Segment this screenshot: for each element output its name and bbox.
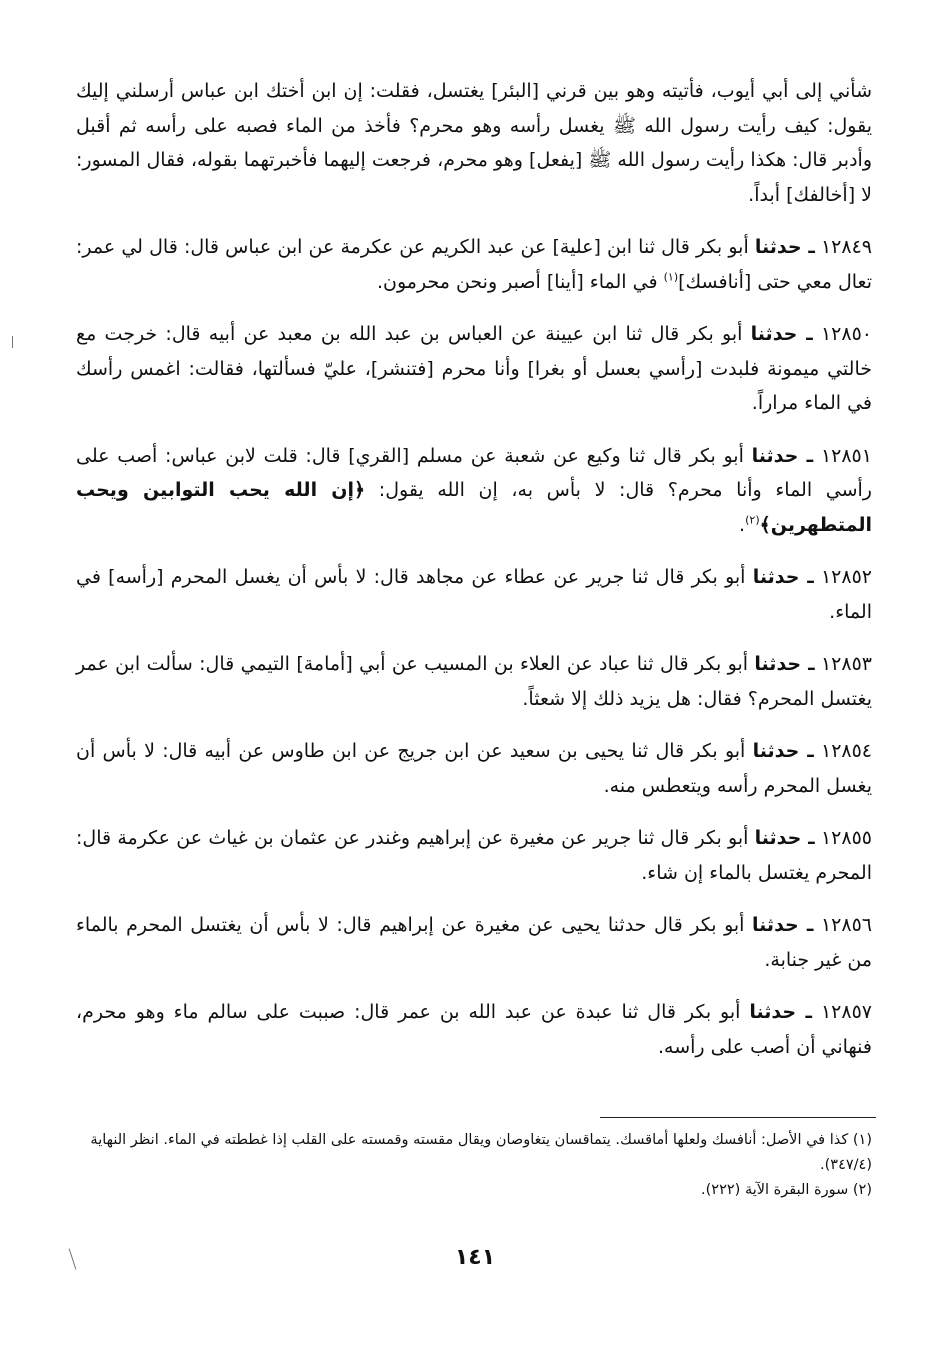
hadith-number: ١٢٨٥٧ bbox=[820, 1001, 872, 1023]
hadith-opening: ـ حدثنا bbox=[754, 827, 815, 849]
hadith-opening: ـ حدثنا bbox=[754, 236, 815, 258]
hadith-number: ١٢٨٥٥ bbox=[820, 827, 872, 849]
hadith-text-end: في الماء [أينا] أصبر ونحن محرمون. bbox=[377, 270, 658, 293]
footnotes bbox=[62, 1128, 872, 1203]
hadith-opening: ـ حدثنا bbox=[752, 566, 814, 588]
hadith-12856 bbox=[76, 908, 872, 977]
paragraph-text: شأني إلى أبي أيوب، فأتيته وهو بين قرني [البئر] يغتسل، فقلت: إن ابن أختك ابن عباس أرسلني إليك يقول: كيف رأيت رسول الله ﷺ يغسل رأسه وهو محرم؟ فأخذ من الماء فصبه على رأسه ثم أقبل وأدبر قال: هكذا رأيت رسول الله ﷺ [يفعل] وهو محرم، فرجعت إليهما فأخبرتهما بقوله، فقال المسور: لا [أخالفك] أبداً. bbox=[76, 80, 872, 206]
footnote-divider bbox=[600, 1117, 876, 1118]
hadith-number: ١٢٨٥٦ bbox=[820, 914, 872, 936]
hadith-12852 bbox=[76, 560, 872, 629]
hadith-text: أبو بكر قال ثنا ابن [علية] عن عبد الكريم عن عكرمة عن ابن عباس قال: قال لي عمر: تعال معي حتى [أنافسك] bbox=[76, 236, 872, 293]
hadith-12850 bbox=[76, 317, 872, 421]
hadith-number: ١٢٨٥٣ bbox=[820, 653, 872, 675]
hadith-opening: ـ حدثنا bbox=[750, 323, 813, 345]
footnote-ref: (٢) bbox=[745, 513, 760, 527]
hadith-text: أبو بكر قال ثنا جرير عن مغيرة عن إبراهيم وغندر عن عثمان بن غياث عن عكرمة قال: المحرم يغتسل بالماء إن شاء. bbox=[76, 827, 872, 884]
hadith-text: أبو بكر قال ثنا عباد عن العلاء بن المسيب عن أبي [أمامة] التيمي قال: سألت ابن عمر يغتسل المحرم؟ فقال: هل يزيد ذلك إلا شعثاً. bbox=[76, 653, 872, 710]
margin-mark bbox=[12, 336, 13, 348]
hadith-number: ١٢٨٥٢ bbox=[820, 566, 872, 588]
hadith-opening: ـ حدثنا bbox=[754, 653, 815, 675]
hadith-opening: ـ حدثنا bbox=[752, 914, 814, 936]
footnote-1: (١) كذا في الأصل: أنافسك ولعلها أماقسك. يتماقسان يتغاوصان ويقال مقسته وقمسته على القلب إذا غططته في الماء. انظر النهاية (٣٤٧/٤). bbox=[90, 1132, 872, 1173]
main-text bbox=[76, 74, 872, 1082]
hadith-12853 bbox=[76, 647, 872, 716]
hadith-text: أبو بكر قال ثنا عبدة عن عبد الله بن عمر قال: صببت على سالم ماء وهو محرم، فنهاني أن أصب على رأسه. bbox=[76, 1001, 872, 1058]
page-number: ١٤١ bbox=[454, 1245, 496, 1270]
hadith-number: ١٢٨٥٠ bbox=[820, 323, 872, 345]
hadith-number: ١٢٨٥٤ bbox=[820, 740, 873, 762]
hadith-12855 bbox=[76, 821, 872, 890]
quran-verse: ﴿إن الله يحب التوابين ويحب المتطهرين﴾ bbox=[76, 479, 872, 536]
hadith-number: ١٢٨٤٩ bbox=[820, 236, 872, 258]
hadith-text: أبو بكر قال ثنا وكيع عن شعبة عن مسلم [القري] قال: قلت لابن عباس: أصب على رأسي الماء وأنا محرم؟ قال: لا بأس به، إن الله يقول: bbox=[76, 444, 872, 501]
footnote-ref: (١) bbox=[663, 270, 679, 284]
hadith-text: أبو بكر قال ثنا جرير عن عطاء عن مجاهد قال: لا بأس أن يغسل المحرم [رأسه] في الماء. bbox=[76, 566, 872, 623]
margin-mark bbox=[69, 1248, 77, 1269]
hadith-12851 bbox=[76, 439, 872, 543]
hadith-12857 bbox=[76, 995, 872, 1064]
hadith-opening: ـ حدثنا bbox=[749, 1001, 813, 1023]
hadith-text: أبو بكر قال ثنا ابن عيينة عن العباس بن عبد الله بن معبد عن أبيه قال: خرجت مع خالتي ميمونة فلبدت [رأسي بعسل أو بغرا] وأنا محرم [فتنشر]، عليّ فسألتها، فقالت: اغمس رأسك في الماء مراراً. bbox=[76, 323, 872, 414]
hadith-12854 bbox=[76, 734, 872, 803]
hadith-text: أبو بكر قال ثنا يحيى بن سعيد عن ابن جريج عن ابن طاوس عن أبيه قال: لا بأس أن يغسل المحرم رأسه ويتعطس منه. bbox=[76, 740, 872, 797]
hadith-text: أبو بكر قال حدثنا يحيى عن مغيرة عن إبراهيم قال: لا بأس أن يغتسل المحرم بالماء من غير جنابة. bbox=[76, 914, 872, 971]
hadith-12849 bbox=[76, 230, 872, 299]
footnote-2: (٢) سورة البقرة الآية (٢٢٢). bbox=[701, 1182, 872, 1198]
hadith-opening: ـ حدثنا bbox=[752, 740, 814, 762]
hadith-number: ١٢٨٥١ bbox=[820, 444, 872, 467]
paragraph-continuation bbox=[76, 74, 872, 212]
hadith-text-end: . bbox=[739, 513, 746, 536]
hadith-opening: ـ حدثنا bbox=[751, 444, 814, 467]
